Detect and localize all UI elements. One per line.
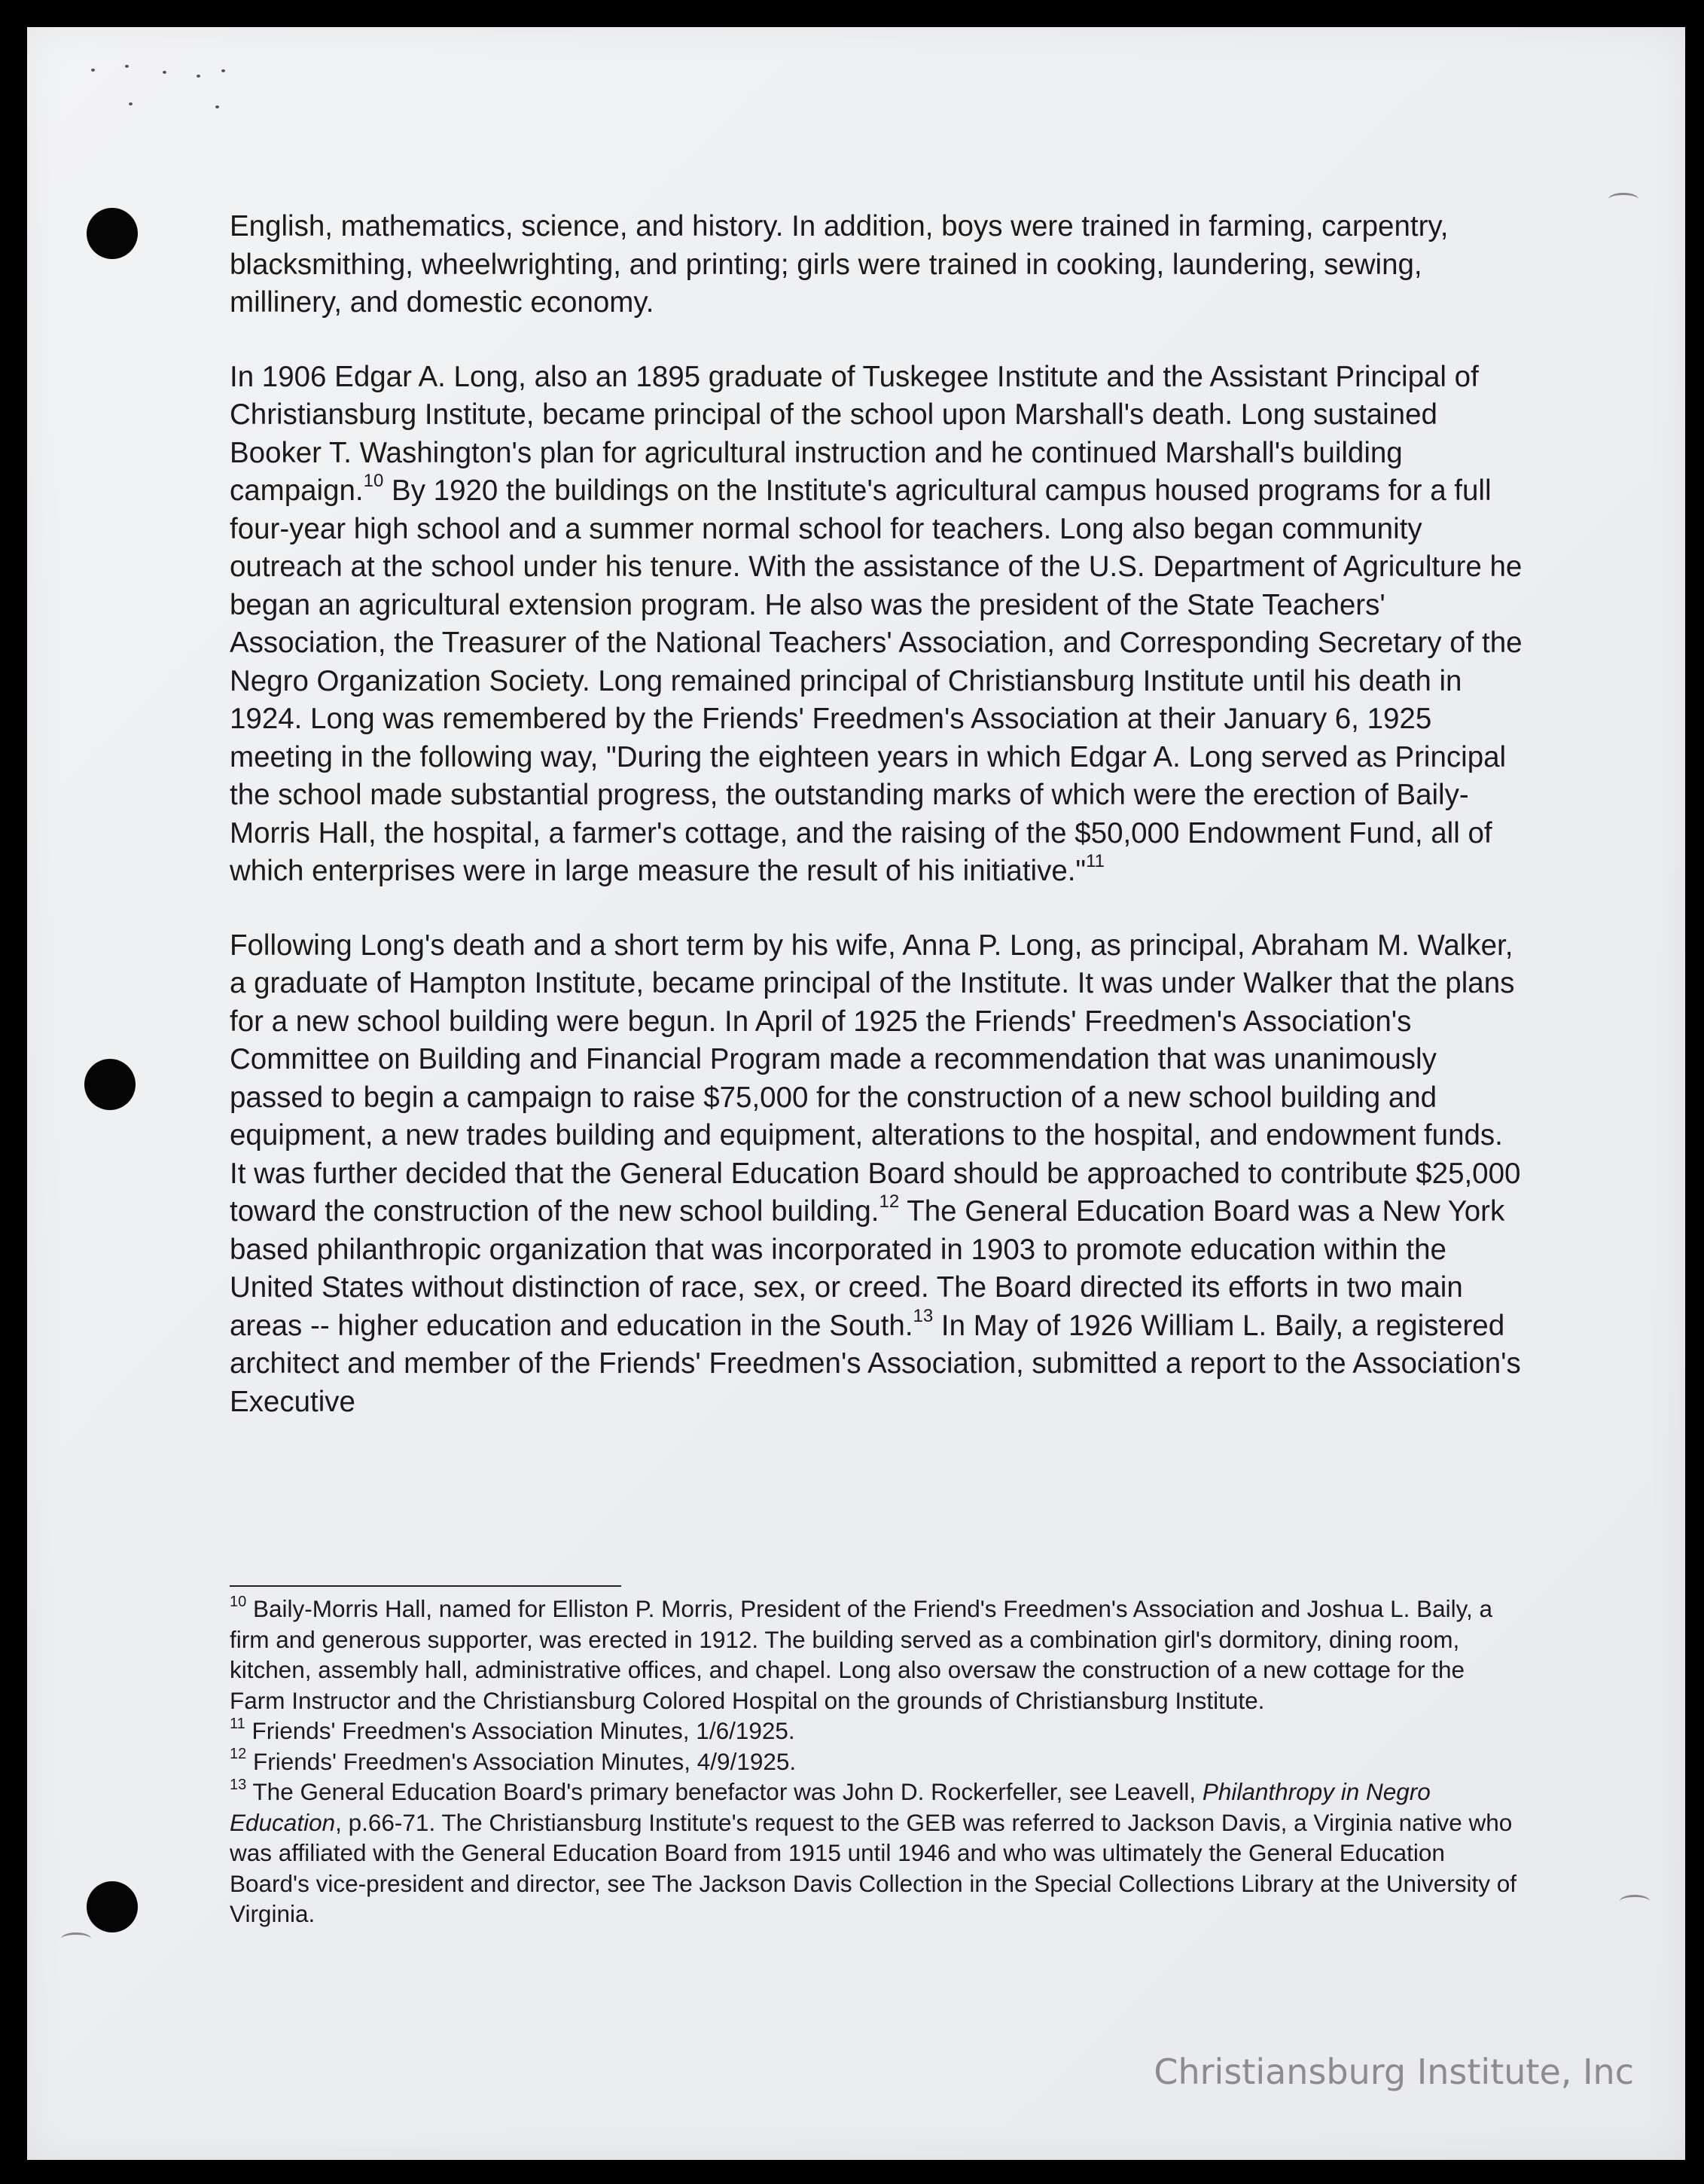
paper-mark [1620, 1895, 1650, 1908]
footnote-ref-10[interactable]: 10 [363, 471, 384, 492]
paper-speck [197, 75, 200, 78]
body-text [230, 208, 1525, 1457]
footnote-number: 10 [230, 1593, 247, 1610]
footnote-12: $^{12}$ Friends' Freedmen's Association Minutes, 4/9/1925. [230, 1746, 797, 1775]
punch-hole-middle [84, 1059, 136, 1110]
paper-speck [215, 105, 219, 108]
paragraph-3: Following Long's death and a short term by his wife, Anna P. Long, as principal, Abraham M. Walker, a graduate of Hampton Institute, became principal of the Institute. It was under Walker that the plans for a new school building were begun. In April of 1925 the Friends' Freedmen's Association's Committee on Building and Financial Program made a recommendation that was unanimously passed to begin a campaign to raise $75,000 for the construction of a new school building and equipment, a new trades building and equipment, alterations to the hospital, and endowment funds. It was further decided that the General Education Board should be approached to contribute $25,000 toward the construction of the new school building.$^{12}$ The General Education Board was a New York based philanthropic organization that was incorporated in 1903 to promote education within the United States without distinction of race, sex, or creed. The Board directed its efforts in two main areas -- higher education and education in the South.$^{13}$ In May of 1926 William L. Baily, a registered architect and member of the Friends' Freedmen's Association, submitted a report to the Association's Executive [230, 929, 1521, 1418]
footnote-11: $^{11}$ Friends' Freedmen's Association Minutes, 1/6/1925. [230, 1715, 795, 1744]
footnote-13: $^{13}$ The General Education Board's primary benefactor was John D. Rockerfeller, see Leavell, Philanthropy in Negro Education, p.66-71. The Christiansburg Institute's request to the GEB was referred to Jackson Davis, a Virginia native who was affiliated with the General Education Board from 1915 until 1946 and who was ultimately the General Education Board's vice-president and director, see The Jackson Davis Collection in the Special Collections Library at the University of Virginia. [230, 1776, 1517, 1927]
punch-hole-bottom [87, 1881, 138, 1932]
footnote-number: 11 [230, 1715, 245, 1732]
footnote-ref-11[interactable]: 11 [1086, 851, 1105, 872]
paragraph-1: English, mathematics, science, and history. In addition, boys were trained in farming, carpentry, blacksmithing, wheelwrighting, and printing; girls were trained in cooking, laundering, sewing, millinery, and domestic economy. [230, 210, 1449, 319]
paper-speck [125, 65, 129, 68]
paper-speck [91, 69, 95, 72]
paper-mark [1608, 193, 1638, 206]
punch-hole-top [87, 208, 138, 259]
paper-speck [221, 69, 225, 72]
footnote-divider [230, 1585, 621, 1587]
paragraph-2: In 1906 Edgar A. Long, also an 1895 graduate of Tuskegee Institute and the Assistant Principal of Christiansburg Institute, became principal of the school upon Marshall's death. Long sustained Booker T. Washington's plan for agricultural instruction and he continued Marshall's building campaign.$^{10}$ By 1920 the buildings on the Institute's agricultural campus housed programs for a full four-year high school and a summer normal school for teachers. Long also began community outreach at the school under his tenure. With the assistance of the U.S. Department of Agriculture he began an agricultural extension program. He also was the president of the State Teachers' Association, the Treasurer of the National Teachers' Association, and Corresponding Secretary of the Negro Organization Society. Long remained principal of Christiansburg Institute until his death in 1924. Long was remembered by the Friends' Freedmen's Association at their January 6, 1925 meeting in the following way, "During the eighteen years in which Edgar A. Long served as Principal the school made substantial progress, the outstanding marks of which were the erection of Baily-Morris Hall, the hospital, a farmer's cottage, and the raising of the $50,000 Endowment Fund, all of which enterprises were in large measure the result of his initiative."$^{11}$ [230, 360, 1523, 887]
paper-mark [61, 1932, 91, 1945]
paper-speck [129, 102, 133, 105]
footnote-10: $^{10}$ Baily-Morris Hall, named for Elliston P. Morris, President of the Friend's Freedmen's Association and Joshua L. Baily, a firm and generous supporter, was erected in 1912. The building served as a combination girl's dormitory, dining room, kitchen, assembly hall, administrative offices, and chapel. Long also oversaw the construction of a new cottage for the Farm Instructor and the Christiansburg Colored Hospital on the grounds of Christiansburg Institute. [230, 1593, 1493, 1714]
watermark: Christiansburg Institute, Inc [1154, 2051, 1634, 2092]
footnote-number: 13 [230, 1776, 247, 1793]
paper-speck [163, 71, 166, 74]
footnotes [230, 1594, 1525, 1929]
footnote-ref-12[interactable]: 12 [879, 1191, 900, 1212]
footnote-number: 12 [230, 1746, 247, 1762]
footnote-ref-13[interactable]: 13 [913, 1305, 934, 1326]
book-title: Philanthropy in Negro Education [230, 1778, 1431, 1836]
